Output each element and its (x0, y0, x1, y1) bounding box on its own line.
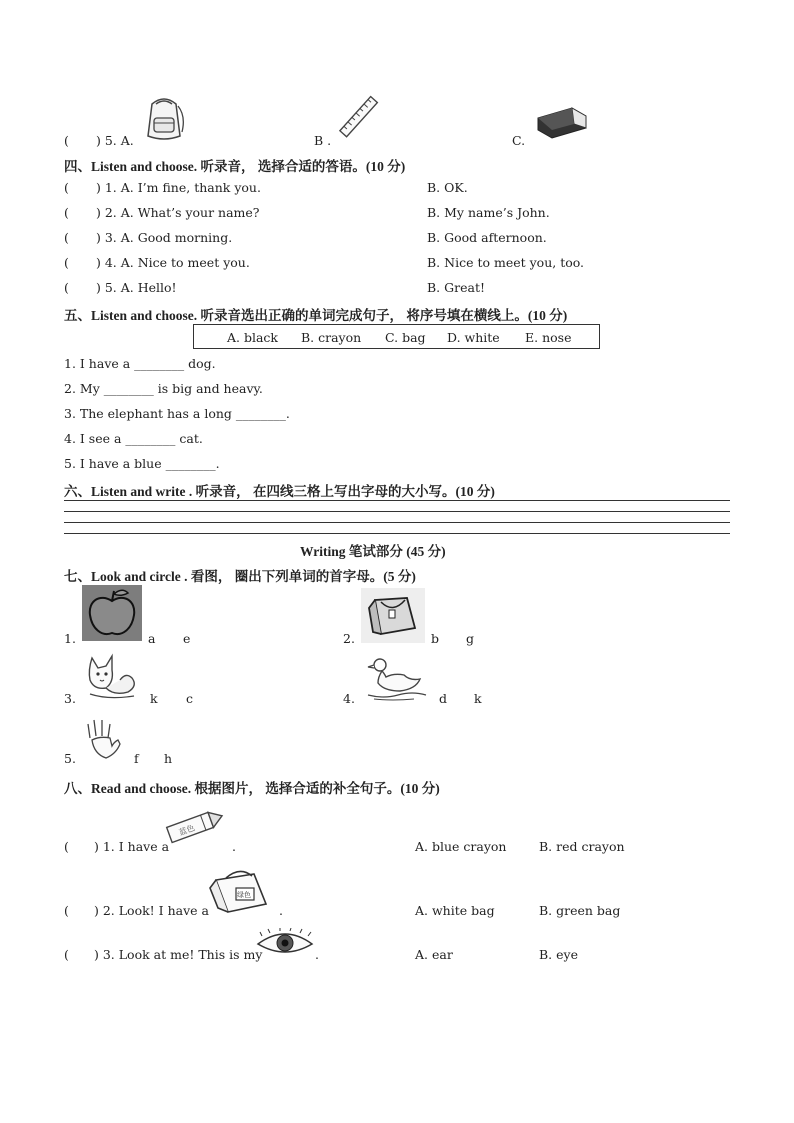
apple-icon (82, 585, 142, 641)
option-b: B. red crayon (539, 839, 625, 854)
option-b: B. green bag (539, 903, 621, 918)
option-a: ) 2. A. What’s your name? (96, 205, 260, 220)
word-bank-option: B. crayon (301, 330, 362, 345)
option-b-label: B . (314, 133, 332, 148)
letter-choice[interactable]: f (134, 751, 139, 766)
letter-choice[interactable]: g (466, 631, 475, 646)
eye-icon (256, 928, 314, 958)
question-text: ) 2. Look! I have a (94, 903, 209, 918)
section-7-heading: 七、Look and circle . 看图， 圈出下列单词的首字母。(5 分) (64, 569, 416, 584)
letter-choice[interactable]: b (431, 631, 440, 646)
answer-paren: ( (64, 255, 69, 270)
option-b: B. OK. (427, 180, 468, 195)
option-c-label: C. (512, 133, 526, 148)
question-end: . (315, 947, 319, 962)
answer-paren: ( (64, 230, 69, 245)
cat-icon (84, 652, 142, 702)
fill-blank-sentence: 2. My ________ is big and heavy. (64, 381, 263, 396)
eraser-icon (534, 100, 590, 142)
ruler-icon (336, 94, 382, 140)
answer-paren: ( (64, 947, 69, 962)
letter-choice[interactable]: k (150, 691, 158, 706)
backpack-icon (138, 92, 190, 144)
section-5-heading: 五、Listen and choose. 听录音选出正确的单词完成句子， 将序号填在横线上。(10 分) (64, 308, 568, 323)
question-text: ) 3. Look at me! This is my (94, 947, 263, 962)
option-a: A. white bag (415, 903, 495, 918)
duck-icon (364, 655, 428, 701)
option-a: A. ear (415, 947, 453, 962)
section-8-heading: 八、Read and choose. 根据图片， 选择合适的补全句子。(10 分) (64, 781, 440, 796)
option-a: ) 5. A. Hello! (96, 280, 177, 295)
answer-paren: ( (64, 133, 69, 148)
item-number: 5. (64, 751, 76, 766)
question-label: ) 5. A. (96, 133, 134, 148)
word-bank-option: E. nose (525, 330, 572, 345)
bag-icon (361, 588, 425, 643)
option-b: B. My name’s John. (427, 205, 550, 220)
letter-choice[interactable]: a (148, 631, 156, 646)
word-bank-option: A. black (227, 330, 279, 345)
answer-paren: ( (64, 280, 69, 295)
answer-paren: ( (64, 205, 69, 220)
answer-paren: ( (64, 839, 69, 854)
crayon-label: 蓝色 (177, 823, 196, 838)
option-a: ) 3. A. Good morning. (96, 230, 233, 245)
question-text: ) 1. I have a (94, 839, 170, 854)
fill-blank-sentence: 3. The elephant has a long ________. (64, 406, 290, 421)
option-b: B. eye (539, 947, 578, 962)
bag-icon (206, 864, 280, 916)
answer-paren: ( (64, 180, 69, 195)
question-end: . (232, 839, 236, 854)
fill-blank-sentence: 1. I have a ________ dog. (64, 356, 216, 371)
item-number: 1. (64, 631, 76, 646)
option-a: ) 1. A. I’m fine, thank you. (96, 180, 261, 195)
option-b: B. Nice to meet you, too. (427, 255, 585, 270)
question-end: . (279, 903, 283, 918)
letter-choice[interactable]: k (474, 691, 482, 706)
hand-icon (84, 718, 124, 762)
crayon-icon (164, 803, 230, 849)
option-b: B. Good afternoon. (427, 230, 547, 245)
word-bank-option: D. white (447, 330, 500, 345)
item-number: 2. (343, 631, 355, 646)
writing-part-title: Writing 笔试部分 (45 分) (300, 544, 446, 559)
option-a: ) 4. A. Nice to meet you. (96, 255, 250, 270)
bag-label: 绿色 (237, 891, 251, 899)
section-6-heading: 六、Listen and write . 听录音， 在四线三格上写出字母的大小写。(10 分) (64, 484, 495, 499)
fill-blank-sentence: 4. I see a ________ cat. (64, 431, 203, 446)
letter-choice[interactable]: d (439, 691, 448, 706)
letter-choice[interactable]: c (186, 691, 194, 706)
option-a: A. blue crayon (415, 839, 507, 854)
item-number: 3. (64, 691, 76, 706)
section-4-heading: 四、Listen and choose. 听录音， 选择合适的答语。(10 分) (64, 159, 406, 174)
option-b: B. Great! (427, 280, 485, 295)
fill-blank-sentence: 5. I have a blue ________. (64, 456, 220, 471)
letter-choice[interactable]: e (183, 631, 191, 646)
letter-choice[interactable]: h (164, 751, 173, 766)
word-bank-option: C. bag (385, 330, 426, 345)
answer-paren: ( (64, 903, 69, 918)
item-number: 4. (343, 691, 355, 706)
